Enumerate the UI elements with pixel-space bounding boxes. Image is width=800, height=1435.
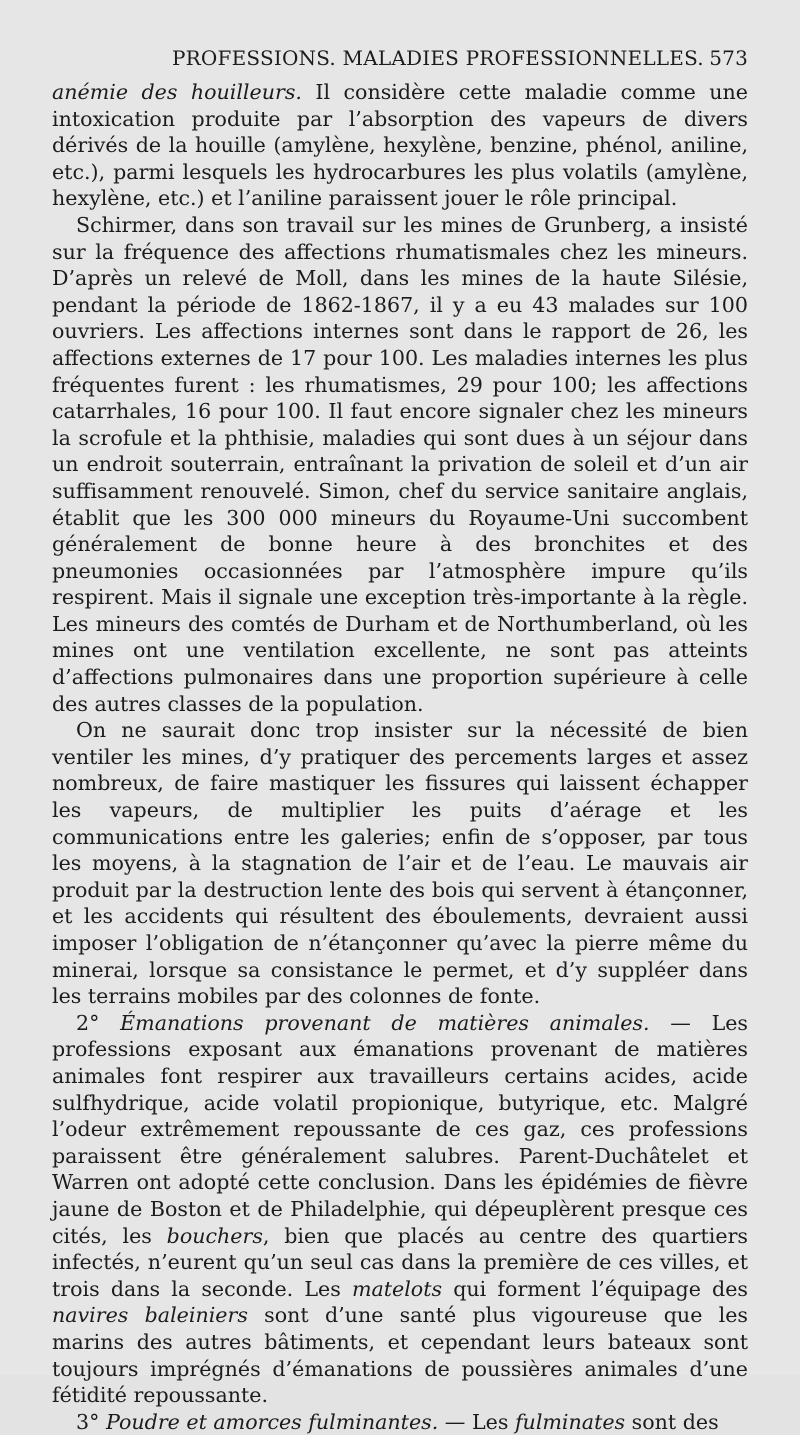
- italic-term: fulminates: [514, 1409, 626, 1434]
- paragraph-text: — Les professions exposant aux émanations provenant de matières animales font respirer aux travailleurs certains acides, acide sulfhydrique, acide volatil propionique, butyrique, etc. Malgré l’odeur extrêmement repoussante de ces gaz, ces professions paraissent être généralement salubres. Parent-Duchâtelet et Warren ont adopté cette conclusion. Dans les épidémies de fièvre jaune de Boston et de Philadelphie, qui dépeuplèrent presque ces cités, les: [52, 1010, 748, 1248]
- page-header: [52, 46, 748, 76]
- italic-term: bouchers: [166, 1223, 263, 1248]
- italic-term: navires baleiniers: [52, 1303, 248, 1328]
- paragraph-text: qui forment l’équipage des: [442, 1276, 748, 1301]
- paragraph-2: [52, 212, 748, 717]
- paragraph-text: sont des: [625, 1409, 719, 1434]
- paragraph-text: Schirmer, dans son travail sur les mines de Grunberg, a insisté sur la fréquence des affections rhumatismales chez les mineurs. D’après un relevé de Moll, dans les mines de la haute Silésie, pendant la période de 1862-1867, il y a eu 43 malades sur 100 ouvriers. Les affections internes sont dans le rapport de 26, les affections externes de 17 pour 100. Les maladies internes les plus fréquentes furent : les rhumatismes, 29 pour 100; les affections catarrhales, 16 pour 100. Il faut encore signaler chez les mineurs la scrofule et la phthisie, maladies qui sont dues à un séjour dans un endroit souterrain, entraînant la privation de soleil et d’un air suffisamment renouvelé. Simon, chef du service sanitaire anglais, établit que les 300 000 mineurs du Royaume-Uni succombent généralement de bonne heure à des bronchites et des pneumonies occasionnées par l’atmosphère impure qu’ils respirent. Mais il signale une exception très-importante à la règle. Les mineurs des comtés de Durham et de Northumberland, où les mines ont une ventilation excellente, ne sont pas atteints d’affections pulmonaires dans une proportion supérieure à celle des autres classes de la population.: [52, 212, 748, 716]
- paragraph-text: On ne saurait donc trop insister sur la nécessité de bien ventiler les mines, d’y pratiquer des percements larges et assez nombreux, de faire mastiquer les fissures qui laissent échapper les vapeurs, de multiplier les puits d’aérage et les communications entre les galeries; enfin de s’opposer, par tous les moyens, à la stagnation de l’air et de l’eau. Le mauvais air produit par la destruction lente des bois qui servent à étançonner, et les accidents qui résultent des éboulements, devraient aussi imposer l’obligation de n’étançonner qu’avec la pierre même du minerai, lorsque sa consistance le permet, et d’y suppléer dans les terrains mobiles par des colonnes de fonte.: [52, 718, 748, 1009]
- body-text: [52, 79, 748, 1435]
- paragraph-text: — Les: [438, 1409, 515, 1434]
- paragraph-text: Il considère cette maladie comme une intoxication produite par l’absorption des vapeurs de divers dérivés de la houille (amylène, hexylène, benzine, phénol, aniline, etc.), parmi lesquels les hydrocarbures les plus volatils (amylène, hexylène, etc.) et l’aniline paraissent jouer le rôle principal.: [52, 80, 748, 211]
- section-number: 3°: [76, 1409, 100, 1434]
- page-number: 573: [709, 46, 748, 70]
- section-heading: Émanations provenant de matières animales.: [120, 1010, 650, 1035]
- paragraph-5: [52, 1409, 748, 1435]
- paragraph-text: sont d’une santé plus vigoureuse que les marins des autres bâtiments, et cependant leurs bateaux sont toujours imprégnés d’émanations de poussières animales d’une fétidité repoussante.: [52, 1303, 748, 1408]
- italic-term: anémie des houilleurs.: [52, 80, 302, 104]
- paragraph-text: , bien que placés au centre des quartiers infectés, n’eurent qu’un seul cas dans la première de ces villes, et trois dans la seconde. Les: [52, 1223, 748, 1301]
- section-number: 2°: [76, 1010, 100, 1035]
- paragraph-4: [52, 1010, 748, 1409]
- italic-term: matelots: [351, 1276, 443, 1301]
- paragraph-3: [52, 717, 748, 1010]
- running-title: PROFESSIONS. MALADIES PROFESSIONNELLES.: [172, 46, 704, 70]
- section-heading: Poudre et amorces fulminantes.: [105, 1409, 439, 1434]
- paragraph-1: [52, 79, 748, 212]
